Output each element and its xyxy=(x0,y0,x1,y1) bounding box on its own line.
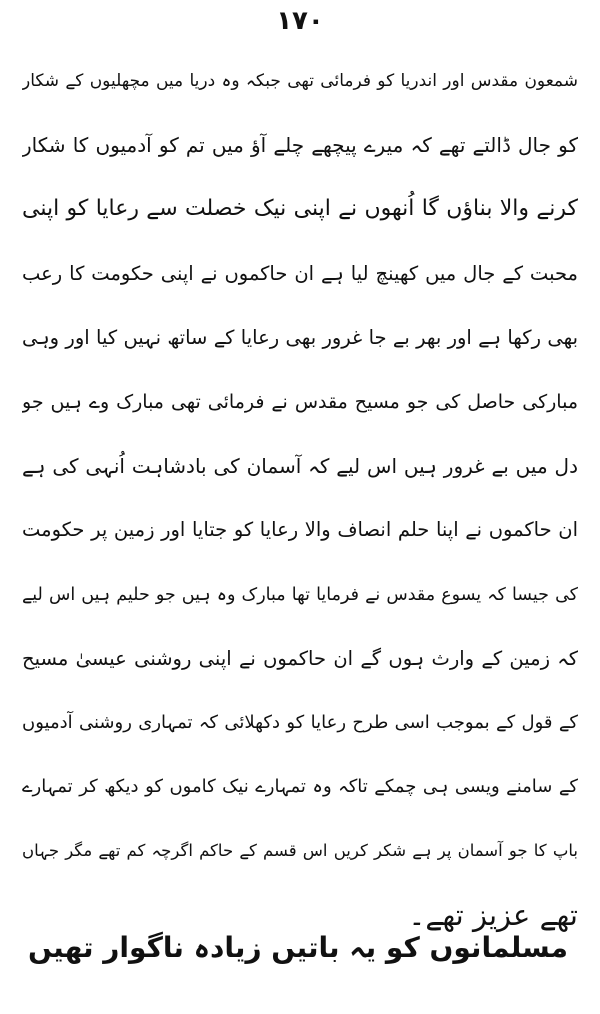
text-line: کو جال ڈالتے تھے کہ میرے پیچھے چلے آؤ میں تم کو آدمیوں کا شکار xyxy=(22,133,578,158)
text-line: کے قول کے بموجب اسی طرح رعایا کو دکھلائی کہ تمہاری روشنی آدمیوں xyxy=(22,711,578,733)
text-line: مبارکی حاصل کی جو مسیح مقدس نے فرمائی تھی مبارک وے ہیں جو xyxy=(22,390,578,413)
text-line: باپ کا جو آسمان پر ہے شکر کریں اس قسم کے حاکم اگرچہ کم تھے مگر جہاں xyxy=(22,841,578,861)
text-line: کی جیسا کہ یسوع مقدس نے فرمایا تھا مبارک وہ ہیں جو حلیم ہیں اس لیے xyxy=(22,584,578,605)
text-line: تھے عزیز تھے۔ xyxy=(408,898,578,933)
section-heading: مسلمانوں کو یہ باتیں زیادہ ناگوار تھیں xyxy=(27,931,568,964)
text-line: کرنے والا بناؤں گا اُنھوں نے اپنی نیک خصلت سے رعایا کو اپنی xyxy=(22,196,578,222)
text-line: بھی رکھا ہے اور بھر بے جا غرور بھی رعایا کے ساتھ نہیں کیا اور وہی xyxy=(22,325,578,349)
page-number: ۱۷۰ xyxy=(276,6,324,36)
text-line: کے سامنے ویسی ہی چمکے تاکہ وہ تمہارے نیک کاموں کو دیکھ کر تمہارے xyxy=(22,776,578,798)
text-line: دل میں بے غرور ہیں اس لیے کہ آسمان کی بادشاہت اُنہی کی ہے xyxy=(22,454,578,479)
text-line: کہ زمین کے وارث ہوں گے ان حاکموں نے اپنی روشنی عیسیٰ مسیح xyxy=(22,646,578,670)
text-line: شمعون مقدس اور اندریا کو فرمائی تھی جبکہ وہ دریا میں مچھلیوں کے شکار xyxy=(22,71,578,91)
text-line: محبت کے جال میں کھینچ لیا ہے ان حاکموں نے اپنی حکومت کا رعب xyxy=(22,261,578,285)
body-paragraph xyxy=(22,52,578,951)
text-line: ان حاکموں نے اپنا حلم انصاف والا رعایا کو جتایا اور زمین پر حکومت xyxy=(22,518,578,542)
